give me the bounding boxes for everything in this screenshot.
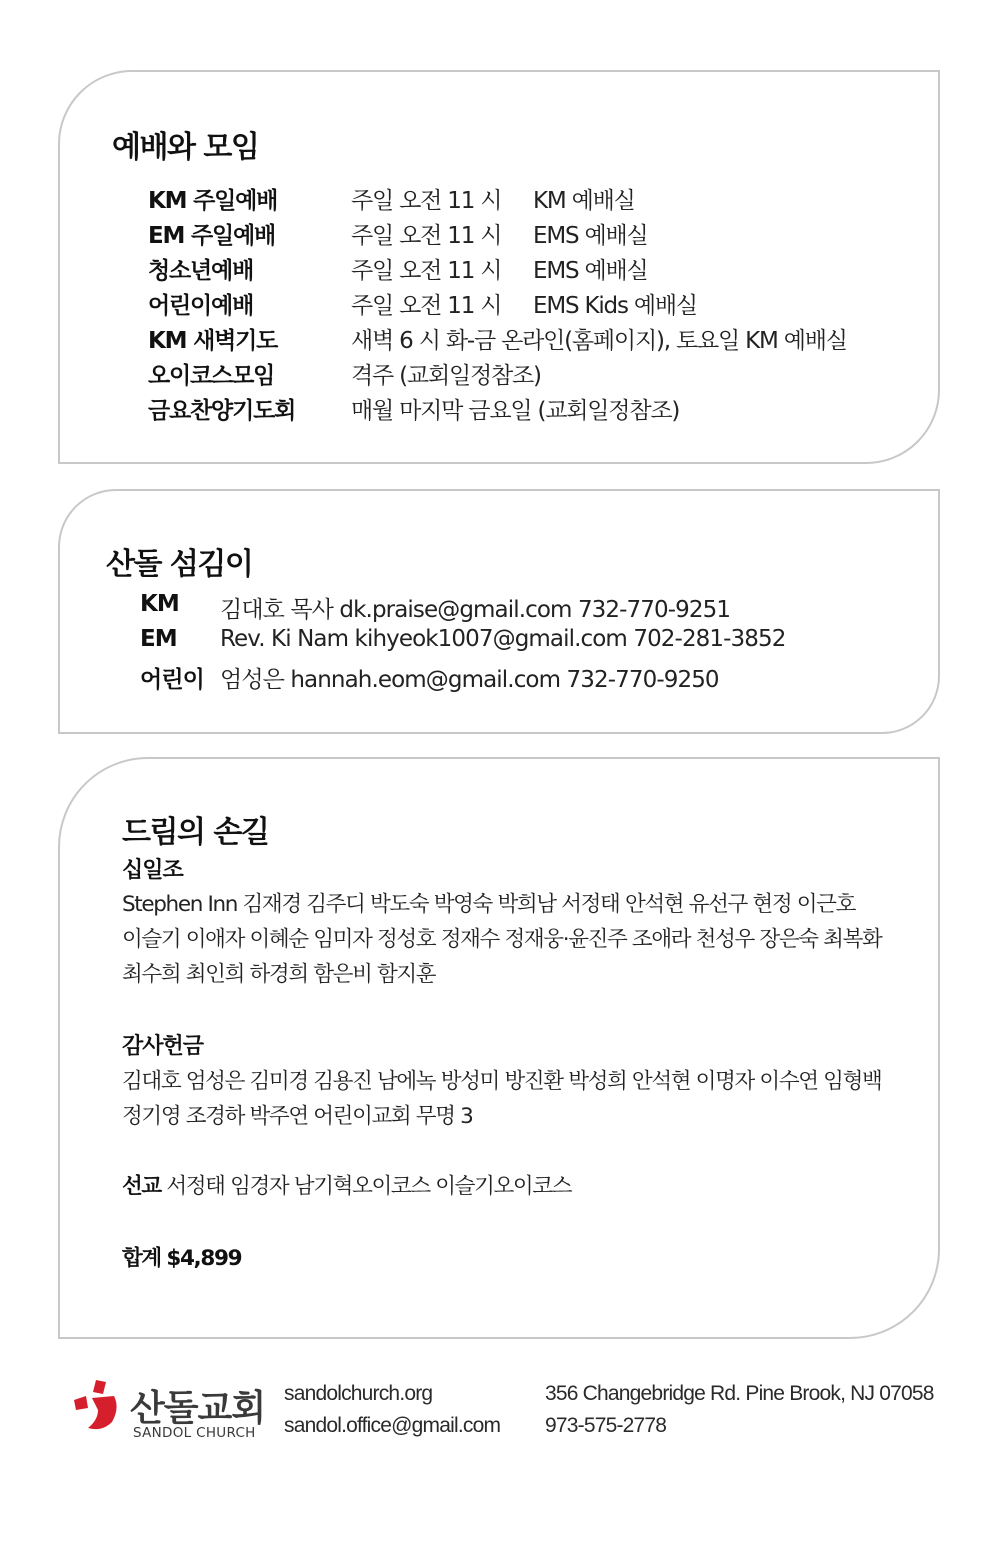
worship-place: EMS 예배실 [533, 258, 648, 284]
worship-title: 예배와 모임 [112, 130, 259, 165]
mission-names: 서정태 임경자 남기혁오이코스 이슬기오이코스 [166, 1174, 572, 1199]
worship-name: KM 주일예배 [148, 188, 278, 214]
staff-dept: EM [140, 626, 177, 652]
staff-dept: KM [140, 591, 179, 617]
website-link[interactable]: sandolchurch.org [284, 1382, 433, 1405]
worship-place: EMS 예배실 [533, 223, 648, 249]
worship-time: 격주 (교회일정참조) [351, 363, 541, 389]
worship-name: 청소년예배 [148, 258, 254, 284]
worship-time: 매월 마지막 금요일 (교회일정참조) [351, 398, 680, 424]
worship-place: KM 예배실 [533, 188, 635, 214]
phone-text: 973-575-2778 [545, 1414, 667, 1437]
church-name-en: SANDOL CHURCH [133, 1425, 256, 1441]
mission-label: 선교 [122, 1174, 161, 1199]
address-text: 356 Changebridge Rd. Pine Brook, NJ 07058 [545, 1382, 934, 1405]
logo-dot-top [93, 1380, 106, 1394]
staff-info: 엄성은 hannah.eom@gmail.com 732-770-9250 [220, 667, 719, 693]
worship-name: 어린이예배 [148, 293, 254, 319]
offering-card [58, 757, 940, 1339]
worship-place: EMS Kids 예배실 [533, 293, 697, 319]
total-line [122, 1241, 241, 1272]
tithe-label: 십일조 [122, 858, 183, 883]
staff-title: 산돌 섬김이 [106, 547, 253, 582]
worship-name: KM 새벽기도 [148, 328, 278, 354]
mission-line [122, 1169, 571, 1200]
logo-wing [88, 1396, 117, 1429]
logo-dot-left [74, 1396, 88, 1410]
thanks-line: 김대호 엄성은 김미경 김용진 남에녹 방성미 방진환 박성희 안석현 이명자 이수연 임형백 [122, 1069, 882, 1094]
staff-info: Rev. Ki Nam kihyeok1007@gmail.com 702-281-3852 [220, 626, 786, 652]
worship-time: 주일 오전 11 시 [351, 188, 502, 214]
church-logo-icon [72, 1378, 122, 1432]
church-name: 산돌교회 [130, 1388, 266, 1429]
footer [0, 1360, 1000, 1460]
thanks-label: 감사헌금 [122, 1034, 204, 1059]
thanks-line: 정기영 조경하 박주연 어린이교회 무명 3 [122, 1104, 473, 1129]
tithe-line: Stephen Inn 김재경 김주디 박도숙 박영숙 박희남 서정태 안석현 유선구 현정 이근호 [122, 892, 856, 917]
worship-name: 금요찬양기도회 [148, 398, 296, 424]
total-label: 합계 [122, 1246, 161, 1271]
worship-name: EM 주일예배 [148, 223, 276, 249]
worship-time: 주일 오전 11 시 [351, 223, 502, 249]
total-value: $4,899 [166, 1246, 242, 1271]
worship-time: 주일 오전 11 시 [351, 258, 502, 284]
worship-card [58, 70, 940, 464]
tithe-line: 최수희 최인희 하경희 함은비 함지훈 [122, 962, 436, 987]
staff-info: 김대호 목사 dk.praise@gmail.com 732-770-9251 [220, 597, 731, 623]
worship-time: 새벽 6 시 화-금 온라인(홈페이지), 토요일 KM 예배실 [351, 328, 847, 354]
worship-name: 오이코스모임 [148, 363, 275, 389]
staff-card [58, 489, 940, 734]
worship-time: 주일 오전 11 시 [351, 293, 502, 319]
tithe-line: 이슬기 이애자 이혜순 임미자 정성호 정재수 정재웅·윤진주 조애라 천성우 장은숙 최복화 [122, 927, 882, 952]
staff-dept: 어린이 [140, 667, 204, 693]
offering-title: 드림의 손길 [122, 815, 269, 850]
email-link[interactable]: sandol.office@gmail.com [284, 1414, 501, 1437]
